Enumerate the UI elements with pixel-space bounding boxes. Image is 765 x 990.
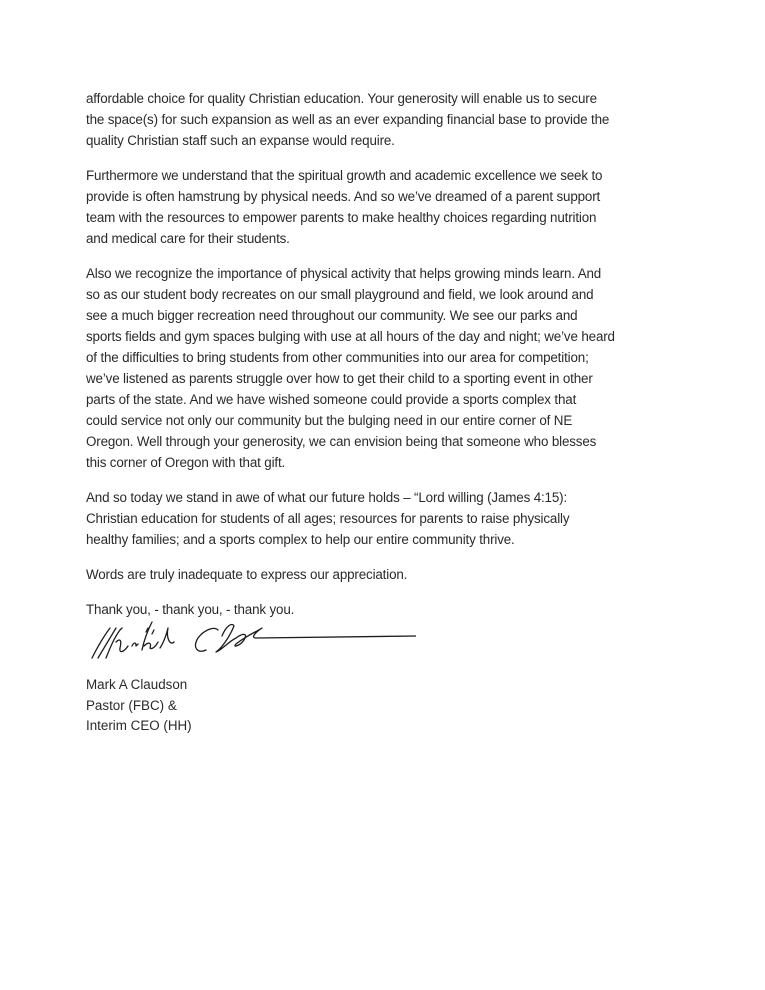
closing-line: Thank you, - thank you, - thank you. [86, 602, 295, 617]
paragraph-appreciation: Words are truly inadequate to express our appreciation. [86, 567, 408, 582]
signer-name: Mark A Claudson [86, 677, 188, 692]
letter-body [86, 88, 686, 632]
paragraph-future: And so today we stand in awe of what our future holds – “Lord willing (James 4:15): Christian education for students of all ages; resources for parents to raise physically healthy families; and a sports complex to help our entire community thrive. [86, 490, 570, 547]
paragraph-expansion: affordable choice for quality Christian education. Your generosity will enable us to secure the space(s) for such expansion as well as an ever expanding financial base to provide the quality Christian staff such an expanse would require. [86, 91, 610, 148]
paragraph-parent-support: Furthermore we understand that the spiritual growth and academic excellence we seek to provide is often hamstrung by physical needs. And so we’ve dreamed of a parent support team with the resources to empower parents to make healthy choices regarding nutrition and medical care for their students. [86, 168, 603, 246]
signer-title-ceo: Interim CEO (HH) [86, 718, 192, 733]
handwritten-signature [86, 608, 416, 664]
signature-block [86, 608, 416, 664]
signer-title-pastor: Pastor (FBC) & [86, 697, 177, 713]
signer-info [86, 675, 192, 737]
paragraph-sports-complex: Also we recognize the importance of physical activity that helps growing minds learn. And so as our student body recreates on our small playground and field, we look around and see a much bigger recreation need throughout our community. We see our parks and sports fields and gym spaces bulging with use at all hours of the day and night; we’ve heard of the difficulties to bring students from other communities into our area for competition; we’ve listened as parents struggle over how to get their child to a sporting event in other parts of the state. And we have wished someone could provide a sports complex that could service not only our community but the bulging need in our entire corner of NE Oregon. Well through your generosity, we can envision being that someone who blesses this corner of Oregon with that gift. [86, 266, 615, 470]
